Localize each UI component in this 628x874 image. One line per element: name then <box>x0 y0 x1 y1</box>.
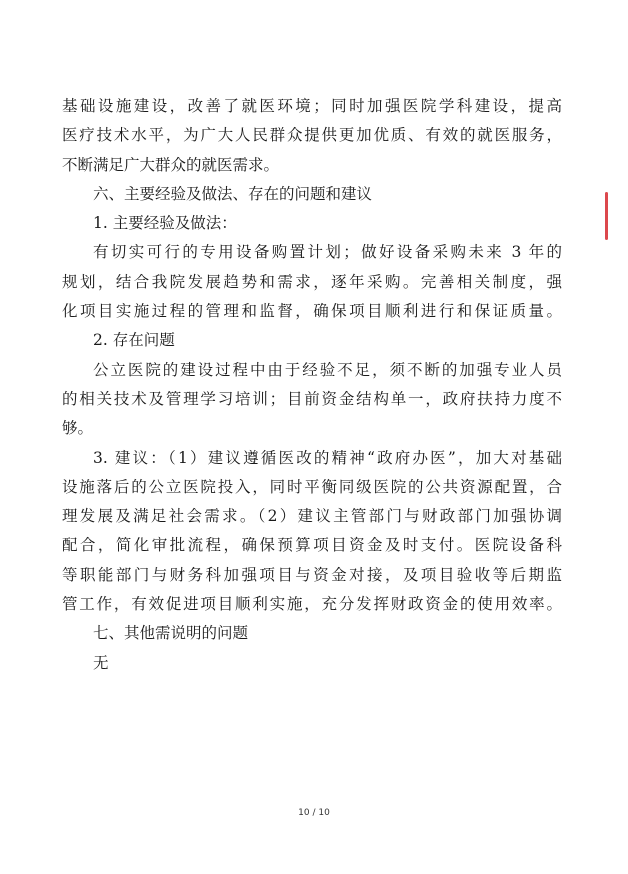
paragraph-line: 3. 建议：（1）建议遵循医改的精神“政府办医”，加大对基础 <box>93 448 562 467</box>
paragraph-line: 的相关技术及管理学习培训；目前资金结构单一，政府扶持力度不 <box>62 389 562 408</box>
paragraph-line: 医疗技术水平，为广大人民群众提供更加优质、有效的就医服务， <box>62 126 562 145</box>
paragraph-line: 公立医院的建设过程中由于经验不足，须不断的加强专业人员 <box>93 360 562 379</box>
subsection-heading: 1. 主要经验及做法： <box>93 214 237 233</box>
paragraph-line: 设施落后的公立医院投入，同时平衡同级医院的公共资源配置，合 <box>62 477 562 496</box>
subsection-heading: 2. 存在问题 <box>93 331 175 350</box>
paragraph-line: 无 <box>93 653 109 672</box>
paragraph-line: 规划，结合我院发展趋势和需求，逐年采购。完善相关制度，强 <box>62 272 562 291</box>
document-body <box>62 92 562 678</box>
red-edge-mark <box>605 192 608 240</box>
section-heading: 六、主要经验及做法、存在的问题和建议 <box>93 184 373 203</box>
section-heading: 七、其他需说明的问题 <box>93 624 249 643</box>
paragraph-line: 配合，简化审批流程，确保预算项目资金及时支付。医院设备科 <box>62 536 562 555</box>
paragraph-line: 基础设施建设，改善了就医环境；同时加强医院学科建设，提高 <box>62 97 562 115</box>
paragraph-line: 等职能部门与财务科加强项目与资金对接，及项目验收等后期监 <box>62 565 562 584</box>
paragraph-line: 管工作，有效促进项目顺利实施，充分发挥财政资金的使用效率。 <box>62 595 562 614</box>
paragraph-line: 有切实可行的专用设备购置计划；做好设备采购未来 3 年的 <box>93 243 562 262</box>
paragraph-line: 够。 <box>62 419 94 438</box>
paragraph-line: 化项目实施过程的管理和监督，确保项目顺利进行和保证质量。 <box>62 302 562 321</box>
paragraph-line: 不断满足广大群众的就医需求。 <box>62 155 280 174</box>
page-number: 10 / 10 <box>298 808 330 818</box>
paragraph-line: 理发展及满足社会需求。（2）建议主管部门与财政部门加强协调 <box>62 507 562 526</box>
